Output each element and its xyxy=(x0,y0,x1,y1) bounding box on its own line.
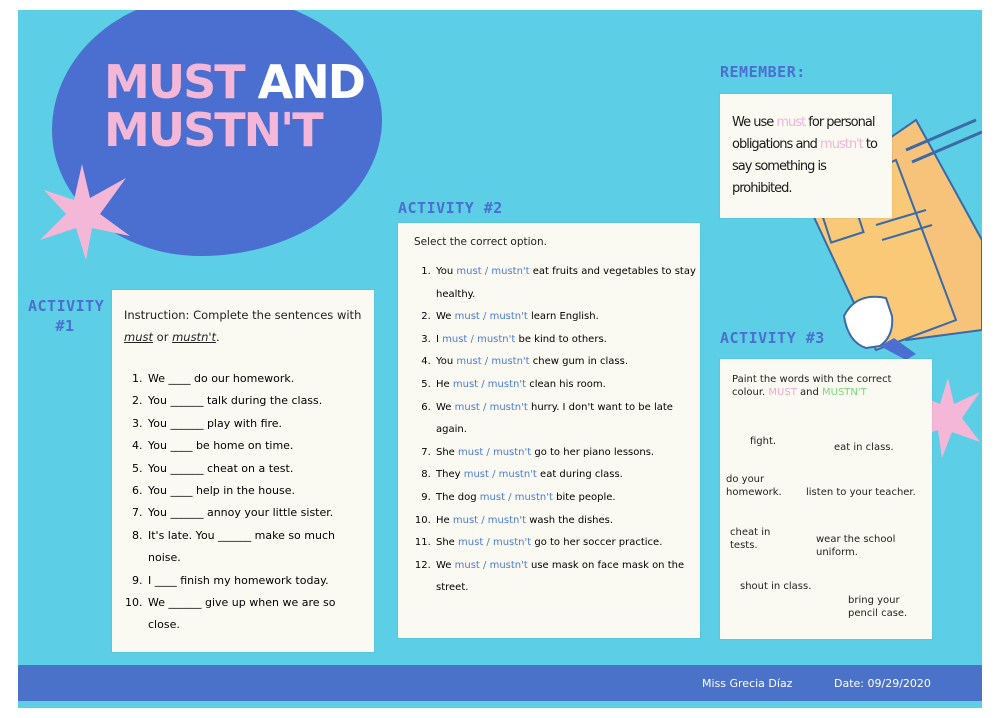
activity2-item: 12. We must / mustn't use mask on face mask on the street. xyxy=(434,555,696,600)
word-do-your-homework[interactable]: do your homework. xyxy=(726,474,782,498)
option-select[interactable]: must / mustn't xyxy=(452,378,527,390)
activity2-instruction: Select the correct option. xyxy=(414,236,547,248)
activity2-item: 3. I must / mustn't be kind to others. xyxy=(434,329,696,352)
footer-bar xyxy=(18,665,982,701)
activity2-item: 5. He must / mustn't clean his room. xyxy=(434,374,696,397)
option-select[interactable]: must / mustn't xyxy=(454,401,528,413)
word-fight[interactable]: fight. xyxy=(750,436,777,447)
word-wear-the-school-uniform[interactable]: wear the school uniform. xyxy=(816,534,896,558)
activity3-label: ACTIVITY #3 xyxy=(720,329,825,347)
option-select[interactable]: must / mustn't xyxy=(452,514,527,526)
activity1-item: 2. You ______ talk during the class. xyxy=(146,390,366,412)
activity1-item: 7. You ______ annoy your little sister. xyxy=(146,502,366,524)
activity1-list xyxy=(124,368,366,637)
option-select[interactable]: must / mustn't xyxy=(456,356,530,368)
activity1-item: 4. You ____ be home on time. xyxy=(146,435,366,457)
option-select[interactable]: must / mustn't xyxy=(458,446,532,458)
hand-illustration xyxy=(836,286,926,366)
pink-star-icon xyxy=(34,156,134,266)
activity1-item: 1. We ____ do our homework. xyxy=(146,368,366,390)
activity2-item: 4. You must / mustn't chew gum in class. xyxy=(434,351,696,374)
activity1-item: 10. We ______ give up when we are so close. xyxy=(146,592,366,637)
word-listen-to-your-teacher[interactable]: listen to your teacher. xyxy=(806,487,916,498)
activity2-label: ACTIVITY #2 xyxy=(398,199,503,217)
activity1-label: ACTIVITY #1 xyxy=(28,297,105,335)
activity1-item: 5. You ______ cheat on a test. xyxy=(146,458,366,480)
activity2-item: 8. They must / mustn't eat during class. xyxy=(434,464,696,487)
remember-text: We use must for personal obligations and mustn't to say something is prohibited. xyxy=(732,115,877,196)
activity1-item: 9. I ____ finish my homework today. xyxy=(146,570,366,592)
activity2-item: 10. He must / mustn't wash the dishes. xyxy=(434,510,696,533)
option-select[interactable]: must / mustn't xyxy=(479,491,553,503)
activity1-item: 6. You ____ help in the house. xyxy=(146,480,366,502)
activity3-card xyxy=(720,359,932,639)
activity1-instruction: Instruction: Complete the sentences with must or mustn't. xyxy=(124,308,362,344)
activity2-item: 11. She must / mustn't go to her soccer practice. xyxy=(434,532,696,555)
activity2-item: 7. She must / mustn't go to her piano lessons. xyxy=(434,442,696,465)
word-shout-in-class[interactable]: shout in class. xyxy=(740,581,812,592)
date-text: Date: 09/29/2020 xyxy=(834,677,931,690)
remember-label: REMEMBER: xyxy=(720,63,806,81)
activity1-item: 8. It's late. You ______ make so much noise. xyxy=(146,525,366,570)
author-name: Miss Grecia Díaz xyxy=(702,677,793,690)
page-title: MUST AND MUSTN'T xyxy=(104,55,364,157)
worksheet xyxy=(18,10,982,708)
option-select[interactable]: must / mustn't xyxy=(456,266,530,277)
option-select[interactable]: must / mustn't xyxy=(454,559,528,571)
option-select[interactable]: must / mustn't xyxy=(458,537,532,549)
activity3-instruction: Paint the words with the correct colour. MUST and MUSTN'T xyxy=(732,374,892,398)
activity1-item: 3. You ______ play with fire. xyxy=(146,413,366,435)
activity2-item: 9. The dog must / mustn't bite people. xyxy=(434,487,696,510)
activity2-card xyxy=(398,223,700,638)
activity2-item: 1. You must / mustn't eat fruits and vegetables to stay healthy. xyxy=(434,261,696,306)
option-select[interactable]: must / mustn't xyxy=(454,311,528,323)
activity1-card xyxy=(112,290,374,652)
activity2-item: 6. We must / mustn't hurry. I don't want to be late again. xyxy=(434,397,696,442)
remember-card xyxy=(720,94,892,218)
word-cheat-in-tests[interactable]: cheat in tests. xyxy=(730,527,771,551)
activity2-list xyxy=(412,261,696,600)
option-select[interactable]: must / mustn't xyxy=(442,333,516,345)
word-bring-your-pencil-case[interactable]: bring your pencil case. xyxy=(848,595,908,619)
word-eat-in-class[interactable]: eat in class. xyxy=(834,442,894,453)
option-select[interactable]: must / mustn't xyxy=(463,469,537,481)
activity2-item: 2. We must / mustn't learn English. xyxy=(434,306,696,329)
